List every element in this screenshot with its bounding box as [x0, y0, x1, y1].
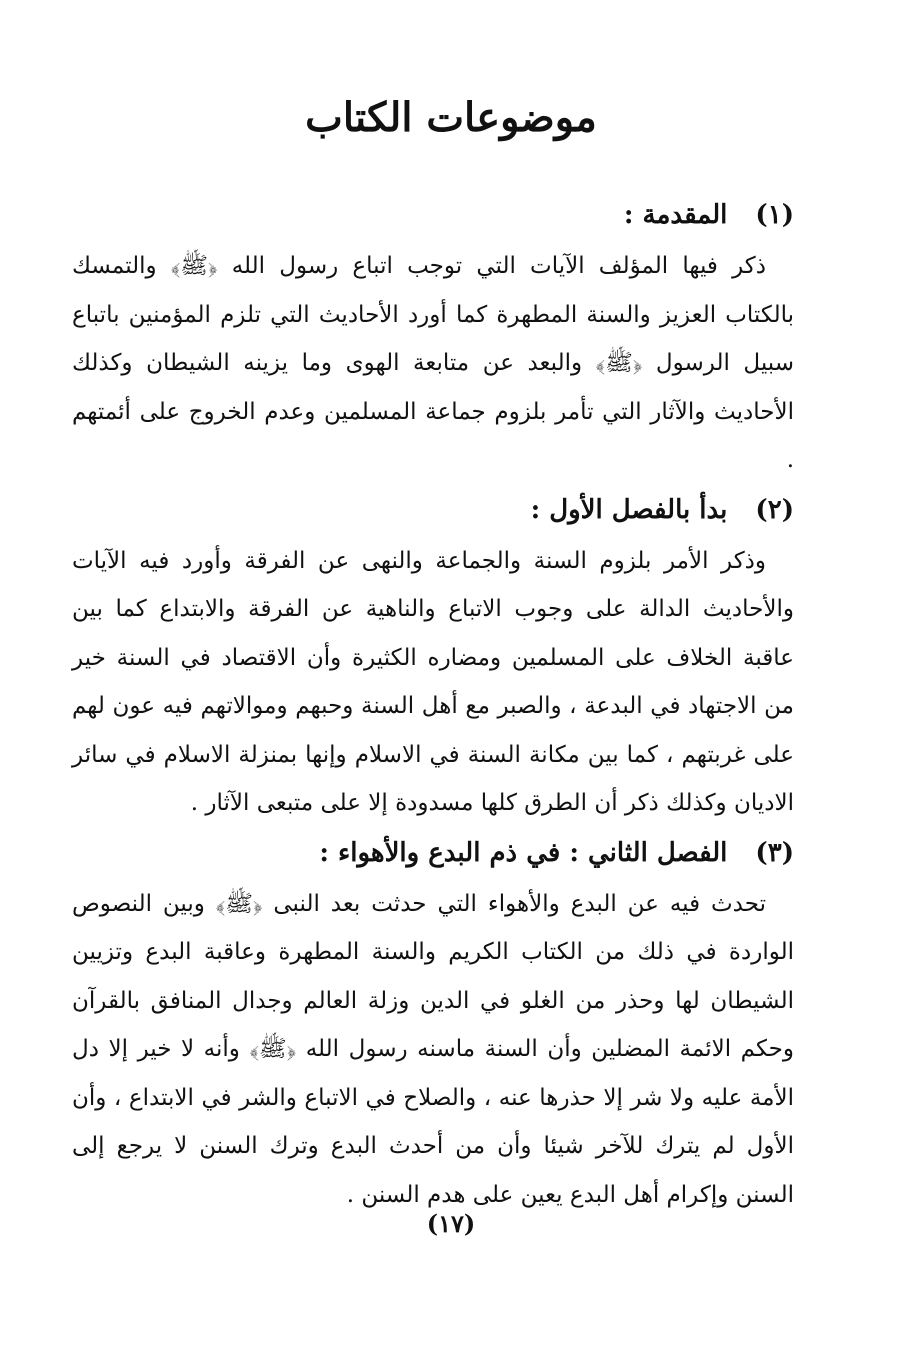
section-heading: [72, 830, 794, 876]
section-number: (١): [755, 200, 794, 230]
section-title: بدأ بالفصل الأول :: [530, 494, 728, 525]
section-paragraph: تحدث فيه عن البدع والأهواء التي حدثت بعد النبى ﴿ﷺ﴾ وبين النصوص الواردة في ذلك من الكتاب الكريم والسنة المطهرة وعاقبة البدع وتزيين الشيطان لها وحذر من الغلو في الدين وزلة العالم وجدال المنافق بالقرآن وحكم الائمة المضلين وأن السنة ماسنه رسول الله ﴿ﷺ﴾ وأنه لا خير إلا دل الأمة عليه ولا شر إلا حذرها عنه ، والصلاح في الاتباع والشر في الابتداع ، وأن الأول لم يترك للآخر شيئا وأن من أحدث البدع وترك السنن لا يرجع إلى السنن وإكرام أهل البدع يعين على هدم السنن .: [72, 890, 794, 1208]
section-heading: [72, 487, 794, 533]
section-title: الفصل الثاني : في ذم البدع والأهواء :: [319, 837, 728, 868]
page-title: موضوعات الكتاب: [305, 94, 597, 141]
book-topics-content: [72, 192, 794, 1221]
section-chapter-two: [72, 830, 794, 1220]
section-number: (٣): [755, 837, 794, 868]
section-paragraph: ذكر فيها المؤلف الآيات التي توجب اتباع رسول الله ﴿ﷺ﴾ والتمسك بالكتاب العزيز والسنة المطهرة كما أورد الأحاديث التي تلزم المؤمنين باتباع سبيل الرسول ﴿ﷺ﴾ والبعد عن متابعة الهوى وما يزينه الشيطان وكذلك الأحاديث والآثار التي تأمر بلزوم جماعة المسلمين وعدم الخروج على أئمتهم .: [72, 253, 794, 473]
section-title: المقدمة :: [623, 200, 728, 230]
section-chapter-one: [72, 487, 794, 828]
section-number: (٢): [755, 494, 794, 525]
section-introduction: [72, 192, 794, 485]
section-paragraph: وذكر الأمر بلزوم السنة والجماعة والنهى عن الفرقة وأورد فيه الآيات والأحاديث الدالة على وجوب الاتباع والناهية عن الفرقة والابتداع كما بين عاقبة الخلاف على المسلمين ومضاره الكثيرة وأن الاقتصاد في السنة خير من الاجتهاد في البدعة ، والصبر مع أهل السنة وحبهم وموالاتهم فيه عون لهم على غربتهم ، كما بين مكانة السنة في الاسلام وإنها بمنزلة الاسلام في سائر الاديان وكذلك ذكر أن الطرق كلها مسدودة إلا على متبعى الآثار .: [72, 547, 794, 816]
section-heading: [72, 192, 794, 238]
page-number: (١٧): [426, 1209, 476, 1238]
